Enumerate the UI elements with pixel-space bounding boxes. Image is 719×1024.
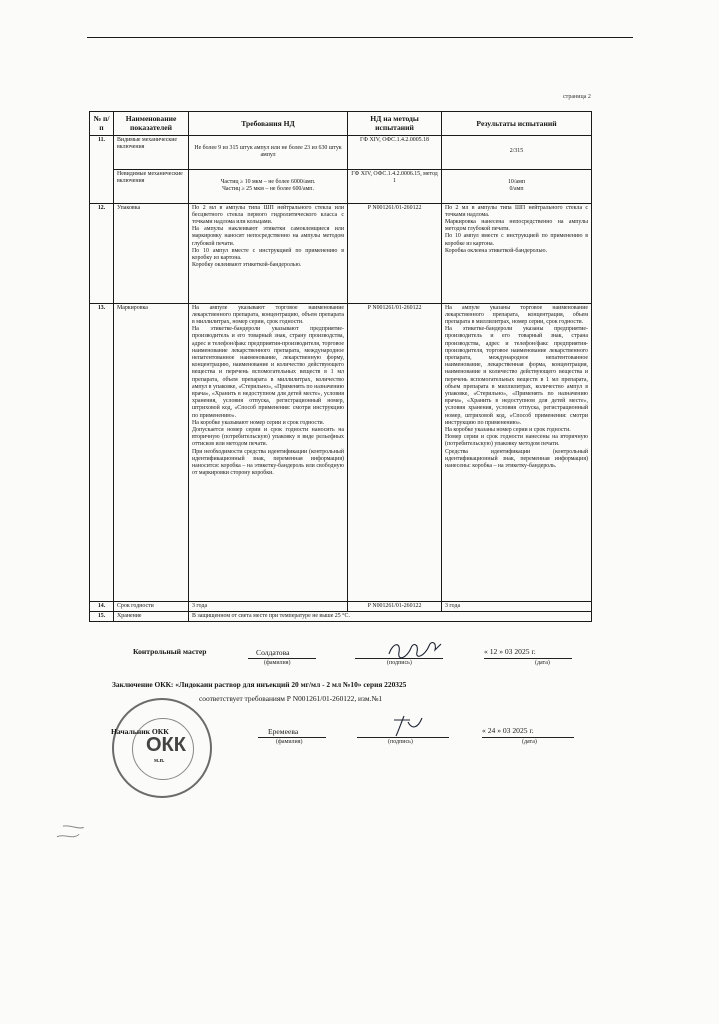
result-paragraph: Коробка оклеена этикеткой-бандеролью. xyxy=(445,247,548,254)
master-signature xyxy=(385,636,445,662)
row-name: Маркировка xyxy=(114,303,189,601)
requirement-paragraph: На этикетке-бандероли указывают предприятие-производитель и его товарный знак, страну производства, адрес и телефон/факс предприятия-производителя, торговое наименование лекарственного препарата, международное непатентованное наименование, лекарственную форму, концентрацию, наименование и количество действующего вещества и перечень вспомогательных веществ в 1 мл препарата, объем препарата в миллилитрах, количество ампул в упаковке, «Стерильно», «Применять по назначению врача», «Хранить в недоступном для детей месте», условия хранения, условия отпуска, регистрационный номер, штриховой код, «Способ применения: смотри инструкцию по применению». xyxy=(192,326,344,419)
row-name: Срок годности xyxy=(114,601,189,611)
head-role: Начальник ОКК xyxy=(111,727,169,736)
table-row xyxy=(90,611,592,621)
result-paragraph: Средства идентификации (контрольный идентификационный знак, переменная информация) нанесены: коробка – на этикетку-бандероль. xyxy=(445,448,588,469)
conclusion-line-2: соответствует требованиям Р N001261/01-260122, изм.№1 xyxy=(199,694,383,703)
row-method: Р N001261/01-260122 xyxy=(348,203,442,303)
master-role: Контрольный мастер xyxy=(133,647,207,656)
table-row xyxy=(90,169,592,203)
head-date-caption: (дата) xyxy=(522,739,537,745)
header-requirements: Требования НД xyxy=(189,112,348,136)
master-name-line xyxy=(248,658,316,659)
storage-conditions: В защищенном от света месте при температуре не выше 25 °С. xyxy=(189,611,592,621)
row-result xyxy=(442,169,592,203)
okk-stamp xyxy=(112,698,212,798)
row-result xyxy=(442,303,592,601)
result-paragraph: По 10 ампул вместе с инструкцией по применению в коробке из картона. xyxy=(445,233,588,247)
master-date: « 12 » 03 2025 г. xyxy=(484,647,536,656)
requirement-paragraph: Коробку оклеивают этикеткой-бандеролью. xyxy=(192,262,302,269)
table-header-row xyxy=(90,112,592,136)
result-line: 10/амп xyxy=(507,178,526,185)
result-paragraph: По 2 мл в ампулы типа ШП нейтрального стекла с точками надлома. xyxy=(445,204,588,218)
row-method: Р N001261/01-260122 xyxy=(348,601,442,611)
master-name-caption: (фамилия) xyxy=(264,660,291,666)
result-line: 0/амп xyxy=(509,186,524,192)
requirement-paragraph: Допускается номер серии и срок годности наносить на вторичную (потребительскую) упаковку в виде рельефных оттисков или методом печати. xyxy=(192,426,344,448)
head-name-caption: (фамилия) xyxy=(276,739,303,745)
row-result xyxy=(442,203,592,303)
row-name: Упаковка xyxy=(114,203,189,303)
result-paragraph: На ампуле указаны торговое наименование лекарственного препарата, концентрация, объем препарата в миллилитрах, номер серии, срок годности. xyxy=(445,304,588,325)
requirement-paragraph: По 10 ампул вместе с инструкцией по применению в коробку из картона. xyxy=(192,247,344,261)
requirement-line: Частиц ≥ 25 мкм – не более 600/амп. xyxy=(222,186,314,192)
stamp-mp: м.п. xyxy=(154,758,165,764)
table-row xyxy=(90,135,592,169)
head-date: « 24 » 03 2025 г. xyxy=(482,726,534,735)
row-number: 14. xyxy=(90,601,114,611)
master-date-line xyxy=(484,658,572,659)
result-paragraph: Маркировка нанесена непосредственно на ампулы методом глубокой печати. xyxy=(445,218,588,233)
head-name-line xyxy=(258,737,326,738)
result-paragraph: На этикетке-бандероли указаны предприятие-производитель и его товарный знак, страна производства, адрес и телефон/факс предприятия-производителя, торговое наименование лекарственного препарата, международное непатентованное наименование, лекарственная форма, концентрация, наименование и количество действующего вещества и перечень вспомогательных веществ в 1 мл препарата, объем препарата в миллилитрах, количество ампул в упаковке, «Стерильно», «Применять по назначению врача», «Хранить в недоступном для детей месте», условия хранения, условия отпуска, регистрационный номер, штриховой код, «Способ применения: смотри инструкцию по применению». xyxy=(445,326,588,426)
margin-handwriting xyxy=(52,817,88,850)
requirement-paragraph: На коробке указывают номер серии и срок годности. xyxy=(192,419,325,426)
row-number: 11. xyxy=(90,135,114,203)
requirement-paragraph: По 2 мл в ампулы типа ШП нейтрального стекла или бесцветного стекла первого гидролитического класса с точками надлома или кольцами. xyxy=(192,204,344,225)
requirement-paragraph: При необходимости средства идентификации (контрольный идентификационный знак, переменная информация) наносится: коробка – на этикетку-бандероль или свободную от маркировки сторону коробки. xyxy=(192,448,344,477)
head-name: Еремеева xyxy=(268,727,299,736)
requirement-line: Частиц ≥ 10 мкм – не более 6000/амп. xyxy=(220,178,316,185)
stamp-center-text: ОКК xyxy=(146,734,186,756)
row-result: 2/315 xyxy=(442,135,592,169)
row-number: 15. xyxy=(90,611,114,621)
header-indicator: Наименование показателей xyxy=(114,112,189,136)
row-name: Невидимые механические включения xyxy=(114,169,189,203)
result-paragraph: На коробке указаны номер серии и срок годности. xyxy=(445,426,571,433)
row-requirement xyxy=(189,303,348,601)
head-signature xyxy=(388,712,428,740)
row-number: 13. xyxy=(90,303,114,601)
table-row xyxy=(90,303,592,601)
table-row xyxy=(90,601,592,611)
header-methods: НД на методы испытаний xyxy=(348,112,442,136)
result-paragraph: Номер серии и срок годности нанесены на вторичную (потребительскую) упаковку методом печати. xyxy=(445,434,588,448)
head-date-line xyxy=(482,737,574,738)
top-rule xyxy=(87,37,633,38)
row-requirement xyxy=(189,203,348,303)
header-results: Результаты испытаний xyxy=(442,112,592,136)
header-number: № п/п xyxy=(90,112,114,136)
requirement-paragraph: На ампулы наклеивают этикетки самоклеящиеся или маркировку наносят непосредственно на ампулы методом глубокой печати. xyxy=(192,226,344,247)
master-sign-caption: (подпись) xyxy=(387,660,412,666)
master-name: Солдатова xyxy=(256,648,290,657)
conclusion-line-1: Заключение ОКК: «Лидокаин раствор для инъекций 20 мг/мл - 2 мл №10» серия 220325 xyxy=(112,680,407,689)
row-name: Хранение xyxy=(114,611,189,621)
table-row xyxy=(90,203,592,303)
row-requirement xyxy=(189,169,348,203)
page-number: страница 2 xyxy=(563,94,591,100)
head-sign-caption: (подпись) xyxy=(388,739,413,745)
row-method: ГФ XIV, ОФС.1.4.2.0005.18 xyxy=(348,135,442,169)
row-method: Р N001261/01-260122 xyxy=(348,303,442,601)
row-method: ГФ XIV, ОФС.1.4.2.0006.15, метод 1 xyxy=(348,169,442,203)
master-date-caption: (дата) xyxy=(535,660,550,666)
row-requirement: 3 года xyxy=(189,601,348,611)
row-result: 3 года xyxy=(442,601,592,611)
row-number: 12. xyxy=(90,203,114,303)
requirement-paragraph: На ампуле указывают торговое наименование лекарственного препарата, концентрацию, объем препарата в миллилитрах, номер серии, срок годности. xyxy=(192,304,344,325)
row-requirement: Не более 9 из 315 штук ампул или не более 23 из 630 штук ампул xyxy=(189,135,348,169)
row-name: Видимые механические включения xyxy=(114,135,189,169)
specification-table xyxy=(89,111,592,622)
